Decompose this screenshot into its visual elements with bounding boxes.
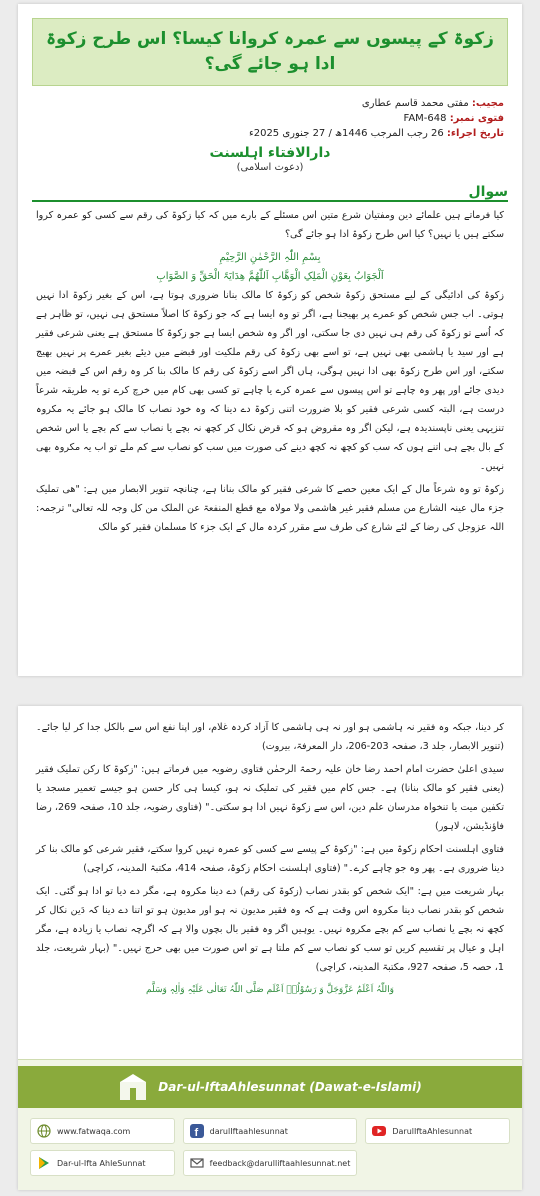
mujeeb-row [36, 96, 504, 111]
dar-ul-ifta-logo-icon [118, 1072, 148, 1102]
bismillah: بِسْمِ اللّٰہِ الرَّحْمٰنِ الرَّحِیْمِ [219, 252, 321, 263]
answer-cont-paragraph-2: سیدی اعلیٰ حضرت امام احمد رضا خان علیہ رحمۃ الرحمٰن فتاوی رضویہ میں فرماتے ہیں: "زکوۃ کا رکن تملیک فقیر (یعنی فقیر کو مالک بنانا) ہے۔ جس کام میں فقیر کی تملیک نہ ہو، کیسا ہی کار حسن ہو جیسے تعمیر مسجد یا تکفین میت یا تنخواہ مدرسان علم دین، اس سے زکوۃ نہیں ادا ہو سکتی۔" (فتاوی رضویہ، جلد 10، صفحہ 269، رضا فاؤنڈیشن، لاہور) [36, 764, 504, 832]
link-website[interactable] [30, 1118, 175, 1144]
link-youtube[interactable] [365, 1118, 510, 1144]
playstore-icon [37, 1156, 51, 1170]
facebook-icon [190, 1124, 204, 1138]
answer-cont-paragraph-1: کر دینا، جبکہ وہ فقیر نہ ہاشمی ہو اور نہ ہی ہاشمی کا آزاد کردہ غلام، اور اپنا نفع اس سے بالکل جدا کر لیا جائے۔ (تنویر الابصار، جلد 3، صفحہ 203-206، دار المعرفۃ، بیروت) [36, 722, 504, 752]
link-facebook-text: darulIftaahlesunnat [209, 1126, 288, 1136]
date-row [36, 126, 504, 141]
globe-icon [37, 1124, 51, 1138]
org-sub: (دعوت اسلامی) [236, 162, 304, 173]
fatwa-number-value: FAM-648 [403, 113, 447, 124]
answer-cont-paragraph-4: بہار شریعت میں ہے: "ایک شخص کو بقدر نصاب (زکوۃ کی رقم) دے دینا مکروہ ہے، مگر دے دیا تو ادا ہو گئی۔ ایک شخص کو بقدر نصاب دینا مکروہ اس وقت ہے کہ وہ فقیر مدیون نہ ہو اور مدیون ہو تو اتنا دے دینا کہ دَین نکال کر کچھ نہ بچے یا نصاب سے کم بچے مکروہ نہیں۔ یوہیں اگر وہ فقیر بال بچوں والا ہے کہ اگرچہ نصاب یا زیادہ ہے، مگر اہل و عیال پر تقسیم کریں تو سب کو نصاب سے کم ملتا ہے تو اس صورت میں بھی حرج نہیں۔" (بہار شریعت، جلد 1، حصہ 5، صفحہ 927، مکتبۃ المدینہ، کراچی) [36, 886, 504, 973]
sawal-heading: سوال [468, 184, 508, 200]
footer-brand-bar [18, 1066, 522, 1108]
link-email[interactable] [183, 1150, 358, 1176]
footer-brand-text: Dar-ul-IftaAhlesunnat (Dawat-e-Islami) [158, 1080, 422, 1094]
answer-cont-paragraph-3: فتاوی اہلسنت احکام زکوۃ میں ہے: "زکوۃ کے پیسے سے کسی کو عمرہ نہیں کروا سکتے، فقیر شرعی کو مالک بنا کر دینا ضروری ہے۔ پھر وہ جو چاہے کرے۔" (فتاوی اہلسنت احکام زکوۃ، صفحہ 414، مکتبۃ المدینہ، کراچی) [36, 844, 504, 874]
svg-text:f: f [194, 1127, 198, 1138]
org-heading [18, 145, 522, 173]
link-playstore-text: Dar-ul-Ifta AhleSunnat [57, 1158, 146, 1168]
mujeeb-value: مفتی محمد قاسم عطاری [361, 98, 469, 109]
sawal-heading-bar [32, 181, 508, 202]
page-title: زکوۃ کے پیسوں سے عمرہ کروانا کیسا؟ اس طرح زکوۃ ادا ہو جائے گی؟ [46, 29, 494, 74]
fatwa-number-label: فتوی نمبر: [449, 113, 504, 124]
answer-paragraph-2: زکوۃ تو وہ شرعاً مال کے ایک معین حصے کا شرعی فقیر کو مالک بنانا ہے، چنانچہ تنویر الابصار میں ہے: "ھی تملیک جزء مال عینہ الشارع من مسلم فقیر غیر ھاشمی ولا مولاہ مع قطع المنفعۃ عن الملک من کل وجہ للہ تعالی" ترجمہ: اللہ عزوجل کی رضا کے لئے شارع کی طرف سے مقرر کردہ مال کے ایک جزء کا مسلمان فقیر کو مالک [36, 484, 504, 533]
date-value: 26 رجب المرجب 1446ھ / 27 جنوری 2025ء [249, 128, 444, 139]
title-box [32, 18, 508, 86]
fatwa-number-row [36, 111, 504, 126]
document-page-2 [18, 706, 522, 1190]
signoff: وَاللّٰہُ اَعْلَمُ عَزَّوَجَلَّ وَ رَسُوْلُہٗ اَعْلَم صَلَّی اللّٰہُ تَعَالٰی عَلَیْہِ وَاٰلِہٖ وَسَلَّم [146, 985, 394, 995]
link-facebook[interactable] [183, 1118, 358, 1144]
footer [18, 1059, 522, 1190]
answer-paragraph-1: زکوۃ کی ادائیگی کے لیے مستحق زکوۃ شخص کو زکوۃ کا مالک بنانا ضروری ہوتا ہے، اس کے بغیر زکوۃ ادا نہیں ہوتی۔ اب جس شخص کو عمرے پر بھیجنا ہے، اگر تو وہ ایسا ہے کہ جو زکوۃ کا اصلاً مستحق ہی نہیں، تو ظاہر ہے کہ اُسے تو زکوۃ کی رقم ہی نہیں دی جا سکتی، اور اگر وہ شخص ایسا ہے جو زکوۃ کا مستحق ہے یعنی شرعی فقیر ہے اور سید یا ہاشمی بھی نہیں ہے، تو اسے بھی زکوۃ کی رقم ملکیت اور قبضے میں دیئے بغیر عمرے پر نہیں بھیج سکتے، اور اس طرح زکوۃ بھی ادا نہیں ہوگی، ہاں اگر اسے زکوۃ کی رقم کا مالک بنا کر وہ رقم اس کے قبضہ میں دیدی جائے اور پھر وہ چاہے تو اس پیسوں سے عمرہ کرے یا چاہے تو کسی بھی کام میں خرچ کرے تو یہ طریقہ شرعاً درست ہے، البتہ کسی شرعی فقیر کو بلا ضرورت اتنی زکوۃ دے دینا کہ وہ خود نصاب کا مالک ہو جائے یہ مکروہ تنزیہی یعنی ناپسندیدہ ہے، لیکن اگر وہ مقروض ہو کہ قرض نکال کر کچھ نہ بچے یا نصاب سے کم بچے یا اس شخص کے بال بچے ہی اتنے ہوں کہ سب کو کچھ نہ کچھ دینے کی صورت میں سب کو نصاب سے کم ملے تو اب یہ مکروہ بھی نہیں۔ [35, 290, 504, 472]
link-email-text: feedback@darulliftaahlesunnat.net [209, 1158, 351, 1168]
youtube-icon [372, 1124, 386, 1138]
org-name: دارالافتاء اہلسنت [209, 145, 331, 161]
link-playstore[interactable] [30, 1150, 175, 1176]
document-page-1 [18, 4, 522, 676]
question-text: کیا فرماتے ہیں علمائے دین ومفتیان شرع متین اس مسئلے کے بارے میں کہ کیا زکوۃ کی رقم سے کسی کو عمرہ کروا سکتے ہیں یا نہیں؟ کیا اس طرح زکوۃ ادا ہو جائے گی؟ [36, 210, 504, 240]
email-icon [190, 1156, 204, 1170]
link-website-text: www.fatwaqa.com [57, 1126, 131, 1136]
fatwa-meta [36, 96, 504, 141]
date-label: تاریخ اجراء: [446, 128, 504, 139]
footer-links [30, 1118, 510, 1176]
mujeeb-label: مجیب: [471, 98, 504, 109]
jawab-opening: اَلْجَوَابُ بِعَوْنِ الْمَلِکِ الْوَھَّابِ اَللّٰھُمَّ ھِدَایَۃَ الْحَقِّ وَ الصَّوَابِ [156, 271, 384, 282]
link-youtube-text: DarulIftaAhlesunnat [392, 1126, 473, 1136]
